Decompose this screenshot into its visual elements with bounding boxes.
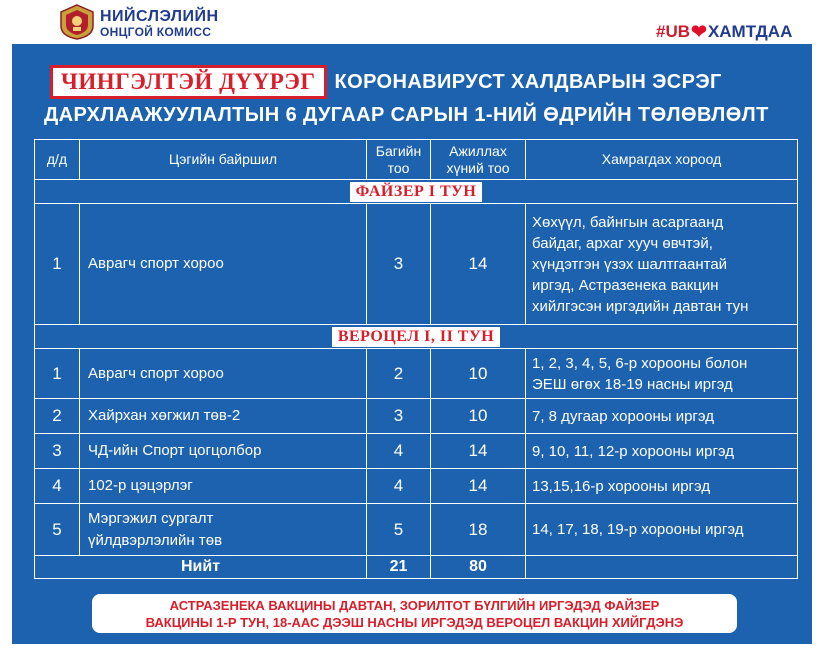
- row-coverage: [525, 503, 798, 556]
- column-header: [430, 139, 526, 180]
- org-line2: ОНЦГОЙ КОМИСС: [100, 24, 212, 39]
- row-staff: 10: [430, 348, 526, 399]
- row-coverage: [525, 348, 798, 399]
- column-header-text: [169, 151, 277, 168]
- row-number: 4: [34, 468, 80, 504]
- coverage-text-line: 13,15,16-р хорооны иргэд: [532, 477, 711, 495]
- column-header-text-line: хүний тоо: [446, 159, 510, 176]
- row-location: [79, 503, 367, 556]
- location-text-line: Аврагч спорт хороо: [88, 364, 224, 382]
- org-line1: НИЙСЛЭЛИЙН: [100, 8, 219, 25]
- coverage-text-line: Хөхүүл, байнгын асаргаанд: [532, 213, 724, 231]
- row-coverage: [525, 398, 798, 434]
- hashtag: [656, 20, 792, 44]
- phase-row: [34, 324, 798, 349]
- total-label: Нийт: [34, 555, 367, 579]
- location-text: [88, 508, 222, 552]
- coverage-text: [532, 212, 748, 317]
- phase-label: ФАЙЗЕР I ТУН: [350, 182, 483, 202]
- row-location: [79, 468, 367, 504]
- row-teams: 3: [366, 203, 431, 325]
- row-staff: 14: [430, 433, 526, 469]
- location-text: [88, 363, 224, 385]
- hashtag-suffix: ХАМТДАА: [707, 22, 793, 41]
- row-location: [79, 203, 367, 325]
- row-staff: 10: [430, 398, 526, 434]
- location-text: [88, 475, 193, 497]
- location-text-line: Хайрхан хөгжил төв-2: [88, 407, 241, 424]
- hashtag-prefix: #UB: [656, 22, 691, 41]
- column-header-text-line: Хамрагдах хороод: [601, 151, 722, 167]
- heart-icon: ❤: [691, 21, 707, 43]
- column-header-text-line: Багийн: [375, 142, 422, 159]
- location-text-line: 102-р цэцэрлэг: [88, 477, 193, 494]
- row-teams: 5: [366, 503, 431, 556]
- row-coverage: [525, 468, 798, 504]
- row-teams: 3: [366, 398, 431, 434]
- coverage-text-line: ЭЕШ өгөх 18-19 насны иргэд: [532, 375, 733, 393]
- column-header-text-line: д/д: [46, 151, 68, 167]
- organization-name: [100, 9, 219, 38]
- title-line2: ДАРХЛААЖУУЛАЛТЫН 6 ДУГААР САРЫН 1-НИЙ ӨДРИЙН ТӨЛӨВЛӨЛТ: [44, 104, 769, 126]
- row-teams: 4: [366, 468, 431, 504]
- column-header-text-line: Ажиллах: [449, 142, 507, 159]
- coverage-text-line: хүндэтгэн үзэх шалтгаантай: [532, 255, 728, 273]
- row-coverage: [525, 203, 798, 325]
- coverage-text: [532, 406, 714, 427]
- coverage-text: [532, 519, 743, 540]
- total-staff: 80: [430, 555, 526, 579]
- footer-note: [92, 594, 737, 633]
- row-number: 5: [34, 503, 80, 556]
- row-number: 2: [34, 398, 80, 434]
- coverage-text-line: хийлгэсэн иргэдийн давтан тун: [532, 297, 749, 315]
- footer-line1: АСТРАЗЕНЕКА ВАКЦИНЫ ДАВТАН, ЗОРИЛТОТ БҮЛГИЙН ИРГЭДЭД ФАЙЗЕР: [169, 598, 660, 613]
- coverage-text: [532, 441, 734, 462]
- column-header: [79, 139, 367, 180]
- column-header-text: [602, 151, 722, 168]
- coverage-text-line: 1, 2, 3, 4, 5, 6-р хорооны болон: [532, 354, 748, 372]
- location-text-line: ЧД-ийн Спорт цогцолбор: [88, 442, 262, 459]
- column-header: [525, 139, 798, 180]
- coverage-text-line: иргэд, Астразенека вакцин: [532, 276, 719, 294]
- coverage-text: [532, 353, 747, 395]
- location-text: [88, 405, 240, 427]
- coverage-text-line: 14, 17, 18, 19-р хорооны иргэд: [532, 521, 744, 538]
- row-teams: 2: [366, 348, 431, 399]
- column-header: [366, 139, 431, 180]
- title-line1-rest: КОРОНАВИРУСТ ХАЛДВАРЫН ЭСРЭГ: [334, 70, 722, 93]
- coverage-text-line: 7, 8 дугаар хорооны иргэд: [532, 407, 714, 425]
- column-header: [34, 139, 80, 180]
- row-coverage: [525, 433, 798, 469]
- location-text-line: Аврагч спорт хороо: [88, 255, 224, 272]
- row-teams: 4: [366, 433, 431, 469]
- top-bar: [0, 0, 825, 44]
- emblem-icon: [58, 4, 96, 40]
- footer-line2: ВАКЦИНЫ 1-Р ТУН, 18-ААС ДЭЭШ НАСНЫ ИРГЭДЭД ВЕРОЦЕЛ ВАКЦИН ХИЙГДЭНЭ: [145, 615, 684, 630]
- coverage-text-line: 9, 10, 11, 12-р хорооны иргэд: [532, 442, 734, 460]
- district-name: ЧИНГЭЛТЭЙ ДҮҮРЭГ: [50, 65, 327, 99]
- coverage-text: [532, 476, 710, 497]
- column-header-text: [47, 151, 67, 168]
- row-number: 3: [34, 433, 80, 469]
- location-text: [88, 440, 261, 462]
- row-location: [79, 348, 367, 399]
- location-text-line: үйлдвэрлэлийн төв: [88, 531, 223, 549]
- column-header-text: [446, 143, 509, 177]
- column-header-text-line: Цэгийн байршил: [168, 151, 278, 167]
- location-text-line: Мэргэжил сургалт: [88, 509, 214, 527]
- coverage-text-line: байдаг, архаг хууч өвчтэй,: [532, 234, 713, 252]
- phase-label: ВЕРОЦЕЛ I, II ТУН: [332, 327, 500, 347]
- row-number: 1: [34, 203, 80, 325]
- total-teams: 21: [366, 555, 431, 579]
- column-header-text-line: тоо: [387, 159, 410, 176]
- row-location: [79, 398, 367, 434]
- row-staff: 18: [430, 503, 526, 556]
- row-number: 1: [34, 348, 80, 399]
- row-staff: 14: [430, 468, 526, 504]
- total-empty: [525, 555, 798, 579]
- phase-row: [34, 179, 798, 204]
- row-location: [79, 433, 367, 469]
- title-line1: [50, 66, 722, 98]
- column-header-text: [376, 143, 421, 177]
- location-text: [88, 253, 224, 275]
- row-staff: 14: [430, 203, 526, 325]
